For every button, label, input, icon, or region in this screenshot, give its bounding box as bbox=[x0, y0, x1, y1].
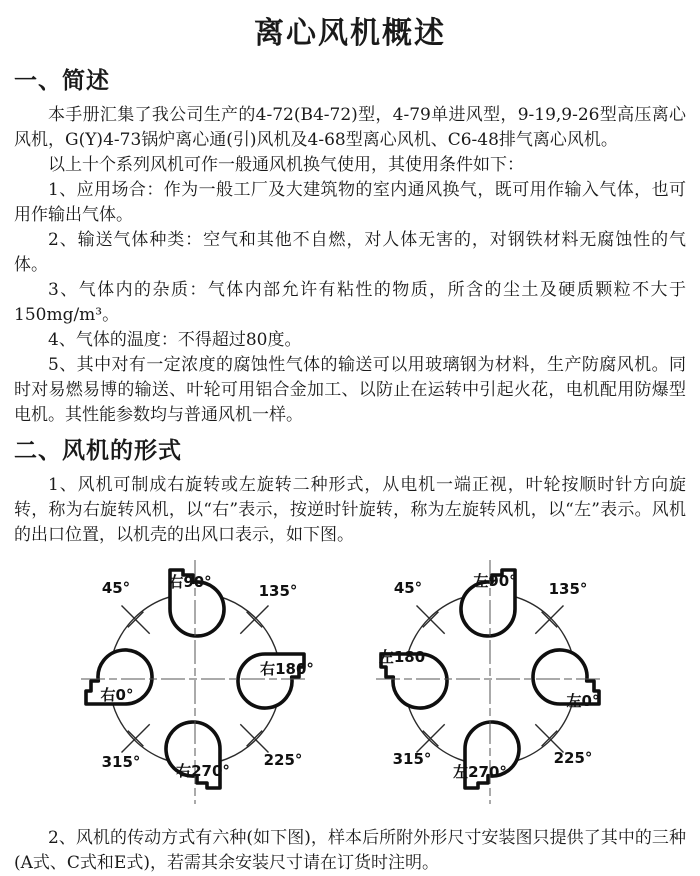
section1-heading: 一、简述 bbox=[14, 68, 110, 94]
angle-label-225: 225° bbox=[553, 749, 593, 767]
section1-paragraph-5: 3、气体内的杂质：气体内部允许有粘性的物质，所含的尘土及硬质颗粒不大于150mg/m³。 bbox=[14, 280, 686, 325]
section2-paragraph-1: 1、风机可制成右旋转或左旋转二种形式，从电机一端正视，叶轮按顺时针方向旋转，称为右旋转风机，以“右”表示，按逆时针旋转，称为左旋转风机，以“左”表示。风机的出口位置，以机壳的出风口表示，如下图。 bbox=[14, 475, 686, 545]
page-title: 离心风机概述 bbox=[254, 16, 446, 51]
angle-label-225: 225° bbox=[263, 751, 303, 769]
section1-paragraph-4: 2、输送气体种类：空气和其他不自燃，对人体无害的，对钢铁材料无腐蚀性的气体。 bbox=[14, 230, 686, 275]
angle-label-135: 135° bbox=[548, 580, 588, 598]
angle-label-315: 315° bbox=[101, 753, 141, 771]
angle-label-45: 45° bbox=[393, 579, 423, 597]
section2-heading: 二、风机的形式 bbox=[14, 438, 182, 464]
fan-outlet-position-diagrams bbox=[14, 552, 686, 818]
angle-label-315: 315° bbox=[392, 750, 432, 768]
section1-paragraph-1: 本手册汇集了我公司生产的4-72(B4-72)型，4-79单进风型，9-19,9-26型高压离心风机，G(Y)4-73锅炉离心通(引)风机及4-68型离心风机、C6-48排气离心风机。 bbox=[14, 105, 686, 150]
angle-label-135: 135° bbox=[258, 582, 298, 600]
fan-label-right-90: 右90° bbox=[168, 573, 212, 591]
fan-label-left-90: 左90° bbox=[473, 572, 517, 590]
fan-label-left-0: 左0° bbox=[566, 692, 600, 710]
fan-label-right-0: 右0° bbox=[100, 686, 134, 704]
fan-label-right-180: 右180° bbox=[260, 660, 314, 678]
right-rotation-diagram bbox=[45, 552, 355, 817]
section1-paragraph-6: 4、气体的温度：不得超过80度。 bbox=[48, 330, 302, 350]
section1-paragraph-7: 5、其中对有一定浓度的腐蚀性气体的输送可以用玻璃钢为材料，生产防腐风机。同时对易燃易博的输送、叶轮可用铝合金加工、以防止在运转中引起火花，电机配用防爆型电机。其性能参数均与普通风机一样。 bbox=[14, 355, 686, 425]
fan-label-left-180: 左180 bbox=[378, 648, 426, 666]
section1-paragraph-2: 以上十个系列风机可作一般通风机换气使用，其使用条件如下： bbox=[48, 155, 524, 175]
fan-label-right-270: 右270° bbox=[176, 762, 230, 780]
angle-label-45: 45° bbox=[101, 579, 131, 597]
left-rotation-diagram bbox=[340, 552, 650, 817]
fan-label-left-270: 左270° bbox=[453, 763, 507, 781]
section2-paragraph-2: 2、风机的传动方式有六种(如下图)，样本后所附外形尺寸安装图只提供了其中的三种(A式、C式和E式)，若需其余安装尺寸请在订货时注明。 bbox=[14, 828, 686, 873]
section1-paragraph-3: 1、应用场合：作为一般工厂及大建筑物的室内通风换气，既可用作输入气体，也可用作输出气体。 bbox=[14, 180, 686, 225]
